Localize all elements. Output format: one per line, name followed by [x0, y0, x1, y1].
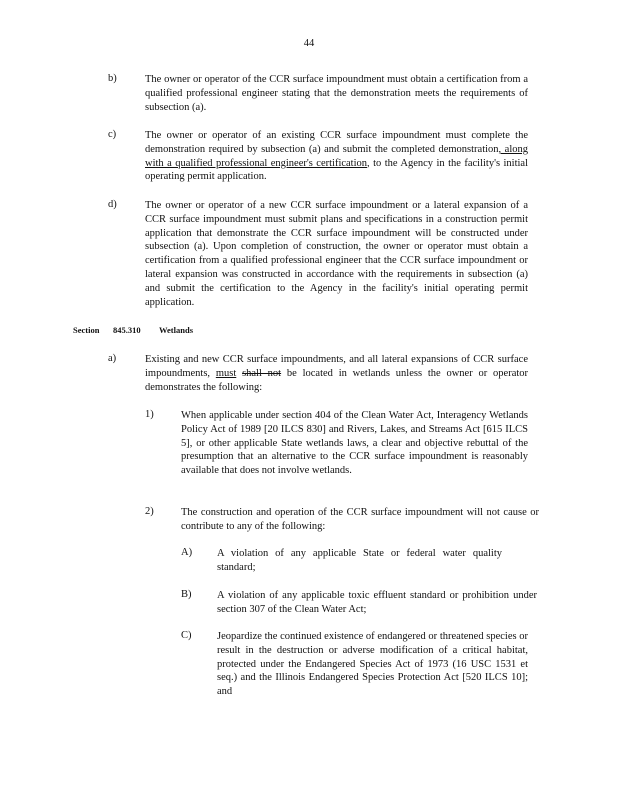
subsection-d-text: The owner or operator of a new CCR surface impoundment or a lateral expansion of a CCR surface impoundment must submit plans and specifications in a construction permit application that demonstrate the CCR surface impoundment will be constructed under subsection (a). Upon completion of construction, the owner or operator must obtain a certification from a qualified professional engineer that the CCR surface impoundment or lateral expansion was constructed in accordance with the requirements in subsection (a) and submit the certification to the Agency in the facility's initial operating permit application.	[145, 200, 528, 308]
subsection-c-text-post: , to the Agency in the facility's initial operating permit application.	[145, 157, 528, 183]
subsection-c-label: c)	[108, 129, 117, 140]
section-number: 845.310	[113, 325, 141, 335]
subsection-a-label: a)	[108, 353, 117, 364]
inserted-text: , along with a qualified professional engineer's certification	[145, 143, 528, 169]
subitem-b-label: B)	[181, 589, 192, 600]
subsection-d-label: d)	[108, 199, 117, 210]
section-word: Section	[73, 325, 100, 335]
item-1-text: When applicable under section 404 of the Clean Water Act, Interagency Wetlands Policy Act of 1989 [20 ILCS 830] and Rivers, Lakes, and Streams Act [615 ILCS 5], or other applicable State wetlands laws, a clear and objective rebuttal of the presumption that an alternative to the CCR surface impoundment is reasonably available that does not involve wetlands.	[181, 410, 528, 477]
subsection-a-text-pre: Existing and new CCR surface impoundments, and all lateral expansions of CCR surface impoundments,	[145, 354, 528, 379]
subitem-c-text: Jeopardize the continued existence of endangered or threatened species or result in the destruction or adverse modification of a critical habitat, protected under the Endangered Species Act of 1973 (16 USC 1531 et seq.) and the Illinois Endangered Species Protection Act [520 ILCS 10]; and	[217, 631, 528, 698]
item-2-text: The construction and operation of the CCR surface impoundment will not cause or contribute to any of the following:	[181, 507, 539, 532]
deleted-text: shall not	[242, 367, 282, 379]
subitem-a-text: A violation of any applicable State or federal water quality standard;	[217, 548, 502, 573]
subitem-b-text: A violation of any applicable toxic effluent standard or prohibition under section 307 of the Clean Water Act;	[217, 590, 537, 615]
section-title: Wetlands	[159, 325, 194, 335]
page-number: 44	[303, 38, 315, 49]
inserted-text: must	[215, 367, 237, 379]
subsection-b-label: b)	[108, 73, 117, 84]
subitem-a-label: A)	[181, 547, 193, 558]
subsection-a-text	[145, 353, 528, 394]
item-1-label: 1)	[145, 409, 154, 420]
subsection-a-text-post: be located in wetlands unless the owner or operator demonstrates the following:	[145, 367, 529, 393]
subsection-b-text: The owner or operator of the CCR surface impoundment must obtain a certification from a qualified professional engineer stating that the demonstration meets the requirements of subsection (a).	[145, 74, 528, 113]
item-2-label: 2)	[145, 506, 154, 517]
subsection-c-text-pre: The owner or operator of an existing CCR surface impoundment must complete the demonstration required by subsection (a) and submit the completed demonstration	[145, 130, 528, 155]
subitem-c-label: C)	[181, 630, 192, 641]
subsection-c-text	[145, 129, 528, 184]
